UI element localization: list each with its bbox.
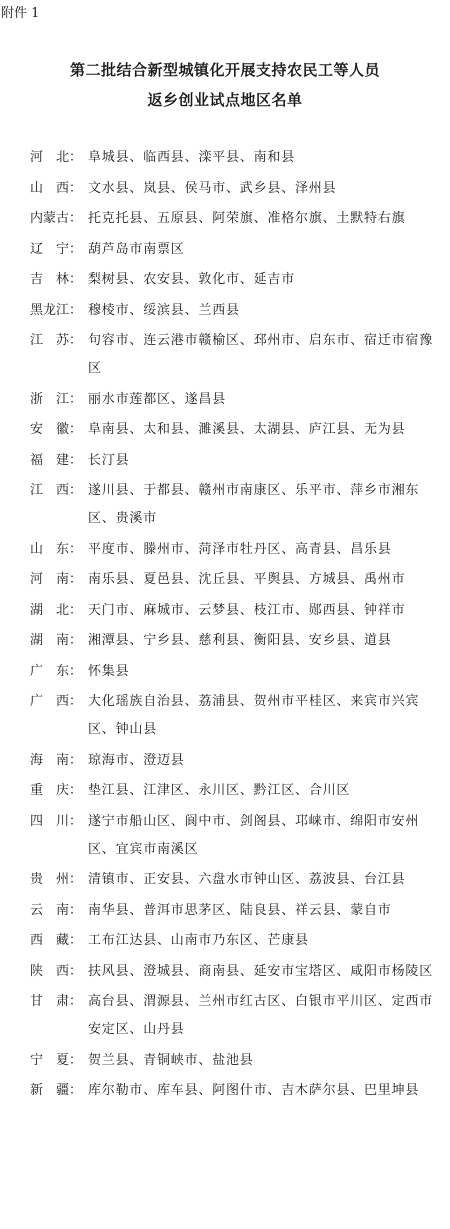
region-row (30, 958, 450, 986)
region-places: 湘潭县、宁乡县、慈利县、衡阳县、安乡县、道县 (88, 633, 392, 648)
region-name: 甘 肃： (30, 994, 83, 1009)
region-name: 福 建： (30, 452, 83, 468)
region-row (30, 927, 450, 955)
page-title-line-2: 返乡创业试点地区名单 (147, 91, 303, 109)
region-row (30, 688, 450, 744)
region-row (30, 297, 450, 325)
region-name: 黑龙江： (30, 302, 83, 318)
region-name: 四 川： (30, 813, 83, 829)
region-row (30, 808, 450, 864)
region-row (30, 897, 450, 925)
page-title-line-1: 第二批结合新型城镇化开展支持农民工等人员 (69, 61, 380, 79)
region-list (0, 144, 450, 1108)
region-places: 清镇市、正安县、六盘水市钟山区、荔波县、台江县 (88, 872, 406, 887)
attachment-label: 附件 1 (1, 6, 40, 21)
region-row (30, 447, 450, 475)
region-name: 山 西： (30, 180, 83, 196)
region-name: 重 庆： (30, 783, 83, 798)
region-places: 平度市、滕州市、菏泽市牡丹区、高青县、昌乐县 (88, 541, 392, 557)
region-name: 辽 宁： (30, 241, 83, 257)
region-name: 浙 江： (30, 391, 83, 407)
region-row (30, 597, 450, 625)
region-row (30, 144, 450, 172)
region-places: 遂宁市船山区、阆中市、剑阁县、邛崃市、绵阳市安州区、宜宾市南溪区 (88, 813, 420, 857)
region-name: 湖 北： (30, 602, 83, 618)
region-name: 云 南： (30, 902, 83, 918)
region-name: 广 东： (30, 663, 83, 679)
region-name: 新 疆： (30, 1083, 83, 1098)
region-name: 广 西： (30, 694, 83, 709)
region-row (30, 236, 450, 264)
region-row (30, 747, 450, 775)
region-row (30, 477, 450, 533)
region-places: 工布江达县、山南市乃东区、芒康县 (88, 933, 309, 948)
region-places: 大化瑶族自治县、荔浦县、贺州市平桂区、来宾市兴宾区、钟山县 (88, 694, 420, 737)
region-name: 陕 西： (30, 963, 83, 979)
region-places: 扶风县、澄城县、商南县、延安市宝塔区、咸阳市杨陵区 (88, 963, 434, 979)
region-places: 库尔勒市、库车县、阿图什市、吉木萨尔县、巴里坤县 (88, 1083, 420, 1098)
region-row (30, 1047, 450, 1075)
region-name: 海 南： (30, 752, 83, 768)
region-places: 长汀县 (88, 452, 130, 468)
region-name: 西 藏： (30, 933, 83, 948)
region-places: 葫芦岛市南票区 (88, 241, 185, 257)
region-row (30, 988, 450, 1044)
region-row (30, 627, 450, 655)
region-row (30, 266, 450, 294)
region-name: 湖 南： (30, 633, 83, 648)
region-places: 琼海市、澄迈县 (88, 752, 185, 768)
region-places: 高台县、渭源县、兰州市红古区、白银市平川区、定西市安定区、山丹县 (88, 994, 434, 1037)
region-places: 梨树县、农安县、敦化市、延吉市 (88, 272, 296, 287)
region-places: 阜城县、临西县、滦平县、南和县 (88, 150, 296, 165)
region-name: 江 西： (30, 483, 83, 498)
region-row (30, 1077, 450, 1105)
region-places: 贺兰县、青铜峡市、盐池县 (88, 1052, 254, 1068)
region-places: 南乐县、夏邑县、沈丘县、平舆县、方城县、禹州市 (88, 572, 406, 587)
region-places: 托克托县、五原县、阿荣旗、准格尔旗、土默特右旗 (88, 211, 406, 226)
region-name: 内蒙古： (30, 211, 83, 226)
region-row (30, 175, 450, 203)
region-places: 垫江县、江津区、永川区、黔江区、合川区 (88, 783, 351, 798)
region-places: 丽水市莲都区、遂昌县 (88, 391, 227, 407)
region-name: 山 东： (30, 541, 83, 557)
region-row (30, 566, 450, 594)
region-row (30, 205, 450, 233)
region-name: 江 苏： (30, 333, 83, 348)
region-name: 吉 林： (30, 272, 83, 287)
region-places: 阜南县、太和县、濉溪县、太湖县、庐江县、无为县 (88, 422, 406, 437)
region-places: 文水县、岚县、侯马市、武乡县、泽州县 (88, 180, 337, 196)
region-places: 句容市、连云港市赣榆区、邳州市、启东市、宿迁市宿豫区 (88, 333, 434, 376)
region-places: 穆棱市、绥滨县、兰西县 (88, 302, 240, 318)
region-row (30, 386, 450, 414)
region-name: 宁 夏： (30, 1052, 83, 1068)
region-row (30, 658, 450, 686)
region-places: 遂川县、于都县、赣州市南康区、乐平市、萍乡市湘东区、贵溪市 (88, 483, 420, 526)
region-name: 河 北： (30, 150, 83, 165)
region-row (30, 777, 450, 805)
region-places: 天门市、麻城市、云梦县、枝江市、郧西县、钟祥市 (88, 602, 406, 618)
region-row (30, 866, 450, 894)
region-places: 南华县、普洱市思茅区、陆良县、祥云县、蒙自市 (88, 902, 392, 918)
region-row (30, 327, 450, 383)
region-row (30, 416, 450, 444)
region-places: 怀集县 (88, 663, 130, 679)
region-name: 贵 州： (30, 872, 83, 887)
region-name: 安 徽： (30, 422, 83, 437)
region-row (30, 536, 450, 564)
region-name: 河 南： (30, 572, 83, 587)
